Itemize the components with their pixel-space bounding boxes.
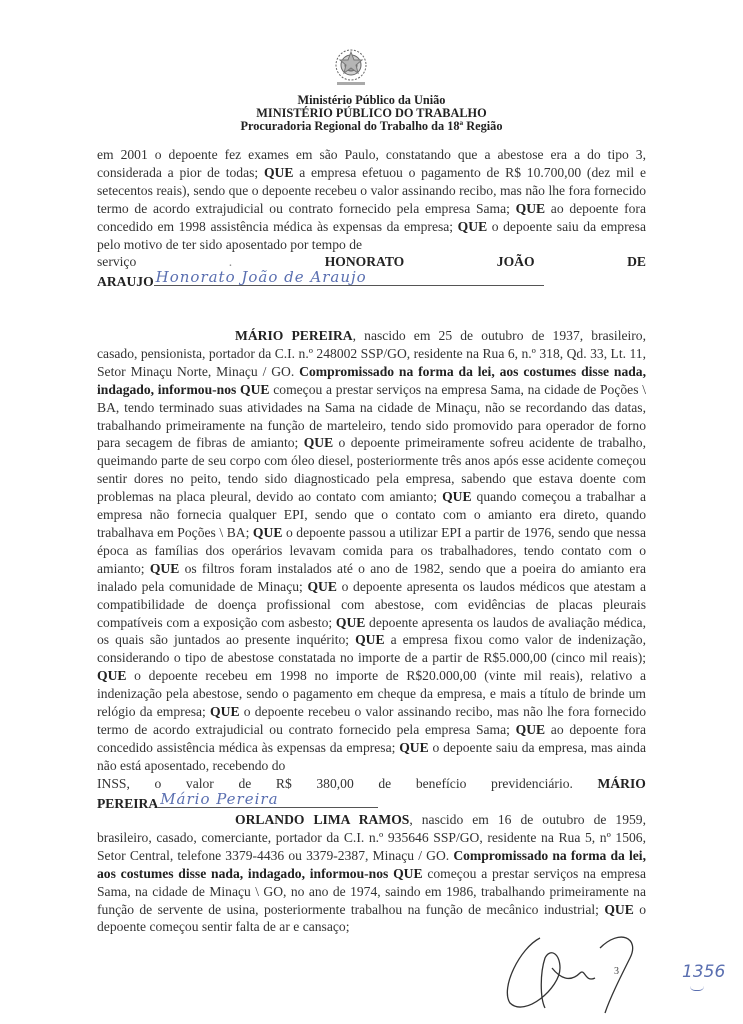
text: o depoente passou a utilizar EPI a partir de 1976, sendo que nessa época as famílias dos operários levavam comida para os trabalhadores, tendo contato com o amianto;	[97, 524, 646, 576]
text: o depoente saiu da empresa pelo motivo de ter sido aposentado por tempo de	[97, 218, 646, 252]
que-keyword: QUE	[515, 200, 546, 216]
folio-initial-mark	[690, 986, 704, 991]
que-keyword: QUE	[515, 721, 546, 737]
signature-row	[97, 789, 646, 813]
text: ao depoente fora concedido assistência médica às expensas da empresa;	[97, 721, 646, 755]
que-keyword: QUE	[307, 578, 337, 594]
letterhead-line-1: Ministério Público da União	[297, 93, 446, 107]
text: o	[154, 775, 162, 791]
letterhead-line-3: Procuradoria Regional do Trabalho da 18ª Região	[240, 119, 503, 133]
text: em 2001 o depoente fez exames em são Paulo, constatando que a abestose era a do tipo 3, considerada a pior de todas;	[97, 147, 646, 180]
text: começou a prestar serviços na empresa Sama, na cidade de Minaçu \ GO, no ano de 1974, saindo em 1986, trabalhando primeiramente na função de servente de usina, posteriormente trabalhou na função de mecânico industrial;	[97, 865, 647, 917]
text: serviço	[97, 254, 137, 270]
text: ao depoente fora concedido em 1998 assistência médica às expensas da empresa;	[97, 200, 646, 234]
folio-number: 1356	[682, 962, 726, 982]
testimony-mario	[97, 327, 646, 812]
handwritten-rubric-signature	[500, 928, 650, 1018]
text: , nascido em 25 de outubro de 1937, brasileiro, casado, pensionista, portador da C.I. n.º 248002 SSP/GO, residente na Rua 6, n.º 318, Qd. 33, Lt. 11, Setor Minaçu Norte, Minaçu / GO.	[97, 328, 646, 379]
text: o depoente começou sentir falta de ar e cansaço;	[97, 901, 646, 935]
text: benefício	[415, 775, 467, 791]
que-keyword: QUE	[335, 614, 366, 630]
deponent-name-part: ARAUJO	[97, 274, 154, 290]
text: começou a prestar serviços na empresa Sama, na cidade de Poções \ BA, tendo terminado suas atividades na Sama na cidade de Minaçu, não se recordando das datas, trabalhando primeiramente na função de marteleiro, tendo sido promovido para operador de forno para secagem de fibras de amianto;	[97, 381, 646, 451]
text: o depoente recebeu o valor assinando recibo, mas não lhe fora fornecido termo de acordo extrajudicial ou contrato fornecido pela empresa Sama;	[97, 704, 646, 737]
deponent-name-part: JOÃO	[496, 254, 535, 270]
deponent-name-part: MÁRIO	[597, 775, 646, 791]
page-number: 3	[614, 966, 619, 977]
letterhead-line-2: MINISTÉRIO PÚBLICO DO TRABALHO	[256, 106, 487, 120]
testimony-honorato	[97, 146, 646, 291]
text: o depoente recebeu em 1998 no importe de R$20.000,00 (vinte mil reais), relativo a indenização pela abestose, sendo o pagamento em cheque da empresa, e mais a título de brinde um relógio da empresa;	[97, 668, 646, 720]
text: de	[378, 775, 392, 791]
que-keyword: QUE	[97, 668, 127, 684]
oath-clause: Compromissado na forma da lei, aos costumes disse nada, indagado, informou-nos QUE	[97, 363, 647, 397]
text: os filtros foram instalados até o ano de 1982, sendo que a poeira do amianto era inalado pela comunidade de Minaçu;	[97, 560, 646, 594]
que-keyword: QUE	[149, 560, 180, 576]
que-keyword: QUE	[252, 524, 283, 540]
letterhead	[0, 94, 743, 133]
que-keyword: QUE	[442, 489, 472, 505]
text: INSS,	[97, 775, 130, 791]
deponent-name-part: HONORATO	[324, 254, 405, 270]
brazil-coat-of-arms-icon	[331, 46, 371, 88]
que-keyword: QUE	[303, 435, 334, 451]
text: , nascido em 16 de outubro de 1959, brasileiro, casado, comerciante, portador da C.I. n.º 935646 SSP/GO, residente na Rua 5, nº 1506, Setor Central, telefone 3379-4436 ou 3379-2387, Minaçu / GO.	[97, 812, 646, 863]
signature-field	[154, 268, 544, 287]
signature-row	[97, 268, 646, 291]
text: a empresa efetuou o pagamento de R$ 10.700,00 (dez mil e setecentos reais), sendo que o depoente recebeu o valor assinando recibo, mas não lhe fora fornecido termo de acordo extrajudicial ou contrato fornecido pela empresa Sama;	[97, 164, 647, 216]
testimony-orlando	[97, 811, 646, 936]
deponent-name-part: PEREIRA	[97, 795, 159, 811]
deponent-name-part: DE	[627, 254, 646, 270]
que-keyword: QUE	[399, 739, 429, 755]
handwritten-signature: Mário Pereira	[160, 789, 279, 808]
text: o depoente saiu da empresa, mas ainda não está aposentado, recebendo do	[97, 739, 647, 773]
text: quando começou a trabalhar a empresa não fornecia qualquer EPI, sendo que o contato com o amianto era direto, quando trabalhava em Poções \ BA;	[97, 489, 646, 540]
text: de	[238, 775, 252, 791]
text: R$	[275, 775, 292, 791]
deponent-name: ORLANDO LIMA RAMOS	[235, 812, 410, 827]
que-keyword: QUE	[210, 704, 240, 720]
text: o depoente primeiramente sofreu acidente de trabalho, queimando parte de seu corpo com óleo diesel, posteriormente três anos após esse acidente começou sentir dores no peito, tendo sido diagnosticado pela empresa, sabendo que estava doente com problemas na placa pleural, devido ao contato com amianto;	[97, 435, 646, 505]
text: o depoente apresenta os laudos médicos que atestam a compatibilidade de doença profissional com abestose, com evidências de placas pleurais compatíveis com a exposição com asbesto;	[97, 578, 647, 630]
text: 380,00	[316, 775, 354, 791]
text: depoente apresenta os laudos de avaliação médica, os quais são juntados ao presente inquérito;	[97, 614, 646, 648]
que-keyword: QUE	[263, 164, 294, 180]
handwritten-signature: Honorato João de Araujo	[155, 268, 367, 287]
que-keyword: QUE	[604, 901, 634, 917]
deponent-name: MÁRIO PEREIRA	[235, 328, 353, 343]
text: valor	[185, 775, 214, 791]
oath-clause: Compromissado na forma da lei, aos costumes disse nada, indagado, informou-nos QUE	[97, 847, 646, 881]
signature-field	[158, 789, 378, 808]
text: .	[228, 254, 233, 270]
que-keyword: QUE	[355, 632, 385, 648]
text: previdenciário.	[491, 775, 573, 791]
text: a empresa fixou como valor de indenização, considerando o tipo de abestose constatada no importe de a partir de R$5.000,00 (cinco mil reais);	[97, 632, 646, 666]
que-keyword: QUE	[457, 218, 488, 234]
